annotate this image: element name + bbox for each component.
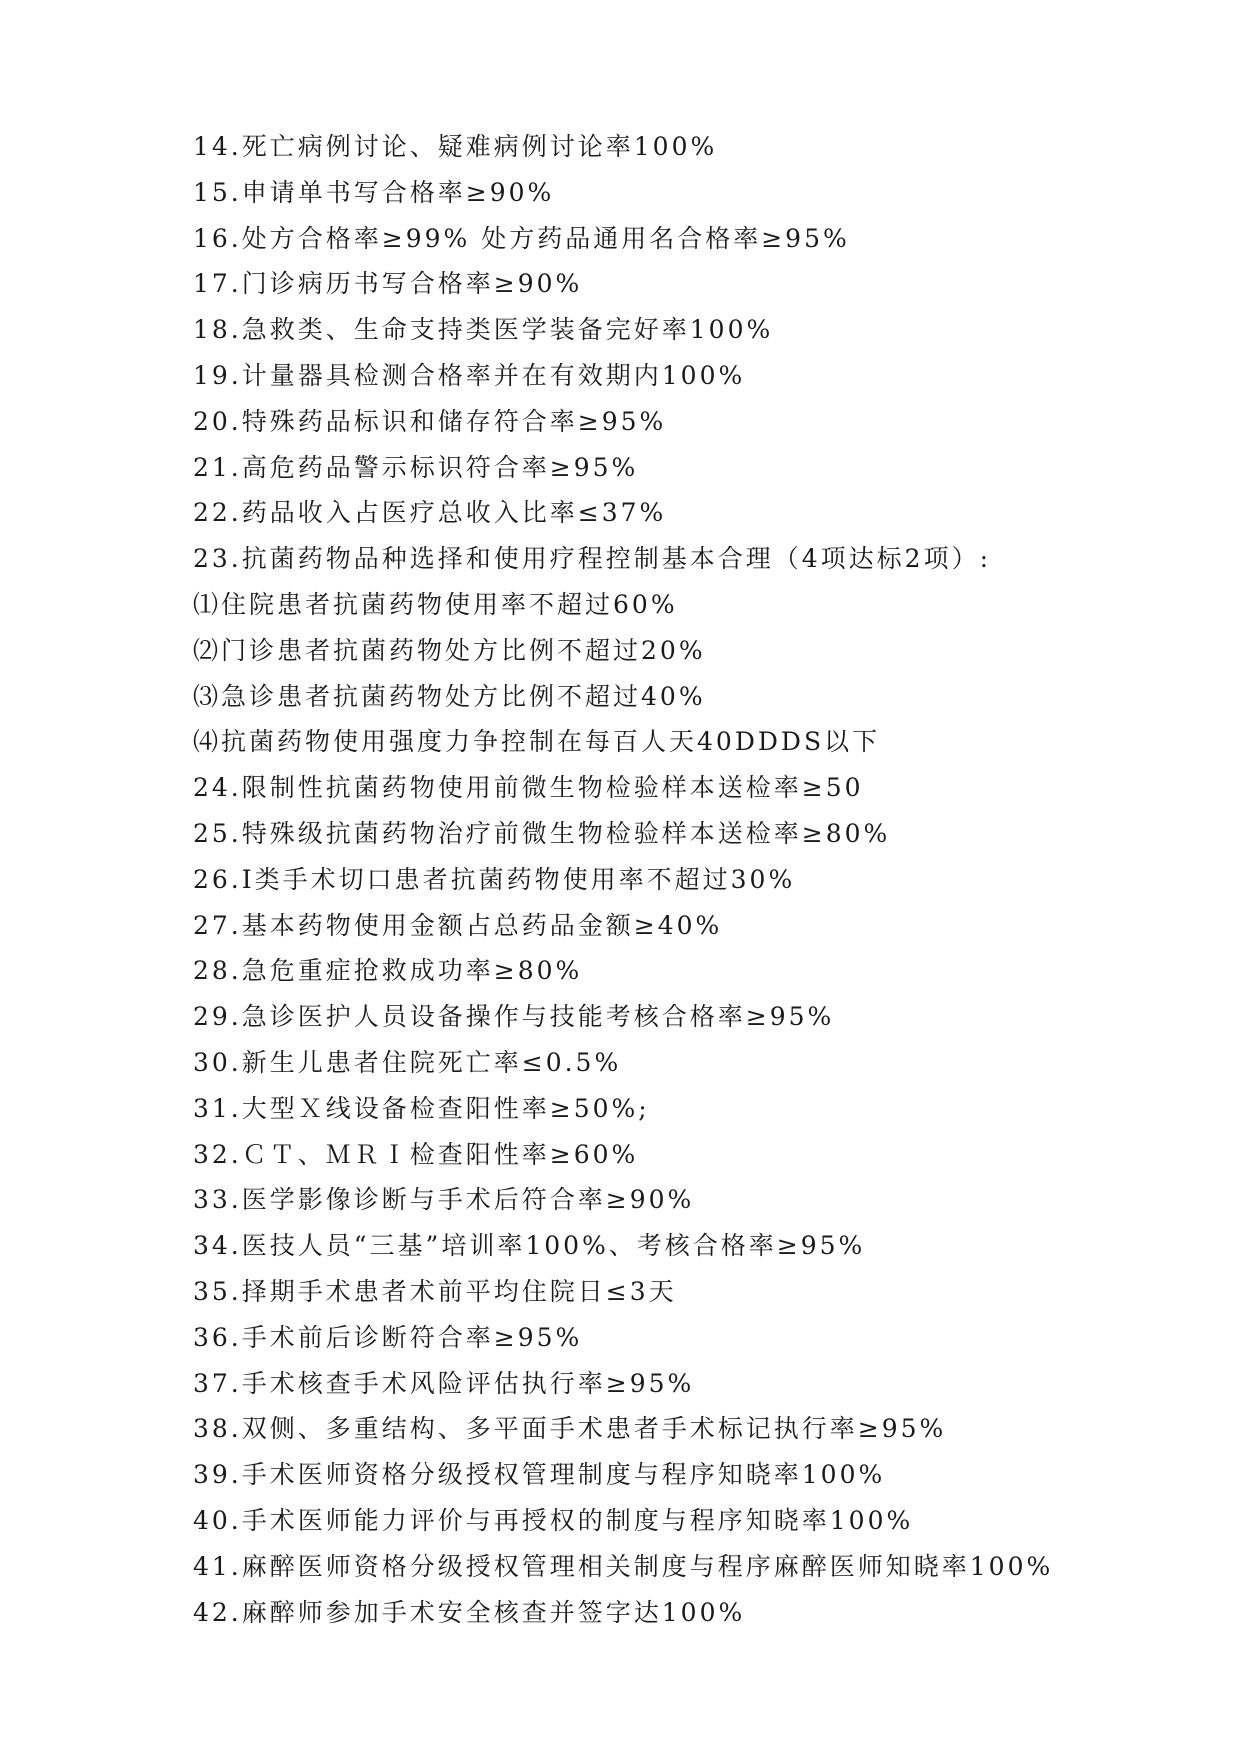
indicator-line: ⑷抗菌药物使用强度力争控制在每百人天40DDDS以下: [193, 727, 881, 757]
indicator-line: 20.特殊药品标识和储存符合率≥95%: [193, 406, 667, 436]
indicator-line: ⑵门诊患者抗菌药物处方比例不超过20%: [193, 635, 706, 665]
indicator-line: 39.手术医师资格分级授权管理制度与程序知晓率100%: [193, 1460, 886, 1490]
indicator-line: 41.麻醉医师资格分级授权管理相关制度与程序麻醉医师知晓率100%: [193, 1551, 1054, 1581]
indicator-line: 36.手术前后诊断符合率≥95%: [193, 1322, 583, 1352]
indicator-line: 14.死亡病例讨论、疑难病例讨论率100%: [193, 132, 718, 161]
indicator-line: 23.抗菌药物品种选择和使用疗程控制基本合理（4项达标2项）:: [193, 544, 991, 574]
indicator-line: 30.新生儿患者住院死亡率≤0.5%: [193, 1047, 622, 1077]
indicator-line: 38.双侧、多重结构、多平面手术患者手术标记执行率≥95%: [193, 1414, 947, 1444]
indicator-line: 16.处方合格率≥99% 处方药品通用名合格率≥95%: [193, 223, 850, 253]
indicator-line: 21.高危药品警示标识符合率≥95%: [193, 452, 639, 482]
indicator-line: 40.手术医师能力评价与再授权的制度与程序知晓率100%: [193, 1505, 914, 1535]
indicator-line: 35.择期手术患者术前平均住院日≤3天: [193, 1276, 677, 1306]
indicator-line: 28.急危重症抢救成功率≥80%: [193, 956, 583, 986]
indicator-line: 27.基本药物使用金额占总药品金额≥40%: [193, 910, 723, 940]
indicator-line: 32.ＣＴ、ＭＲＩ检查阳性率≥60%: [193, 1139, 639, 1169]
indicator-line: 18.急救类、生命支持类医学装备完好率100%: [193, 315, 774, 345]
indicator-line: 17.门诊病历书写合格率≥90%: [193, 269, 583, 299]
indicator-line: 29.急诊医护人员设备操作与技能考核合格率≥95%: [193, 1002, 835, 1032]
indicator-line: 26.I类手术切口患者抗菌药物使用率不超过30%: [193, 864, 796, 894]
indicator-line: 15.申请单书写合格率≥90%: [193, 177, 555, 207]
indicator-line: 22.药品收入占医疗总收入比率≤37%: [193, 498, 667, 528]
indicator-line: ⑴住院患者抗菌药物使用率不超过60%: [193, 589, 678, 619]
indicator-line: 25.特殊级抗菌药物治疗前微生物检验样本送检率≥80%: [193, 818, 891, 848]
indicator-line: 24.限制性抗菌药物使用前微生物检验样本送检率≥50: [193, 773, 864, 803]
indicator-line: 31.大型Ｘ线设备检查阳性率≥50%;: [193, 1093, 650, 1123]
indicator-line: 33.医学影像诊断与手术后符合率≥90%: [193, 1185, 695, 1215]
indicator-line: 34.医技人员“三基”培训率100%、考核合格率≥95%: [193, 1231, 866, 1261]
indicator-line: ⑶急诊患者抗菌药物处方比例不超过40%: [193, 681, 706, 711]
indicator-line: 19.计量器具检测合格率并在有效期内100%: [193, 360, 746, 390]
indicator-line: 42.麻醉师参加手术安全核查并签字达100%: [193, 1597, 746, 1627]
indicator-line: 37.手术核查手术风险评估执行率≥95%: [193, 1368, 695, 1398]
indicator-list: [193, 124, 1153, 1635]
